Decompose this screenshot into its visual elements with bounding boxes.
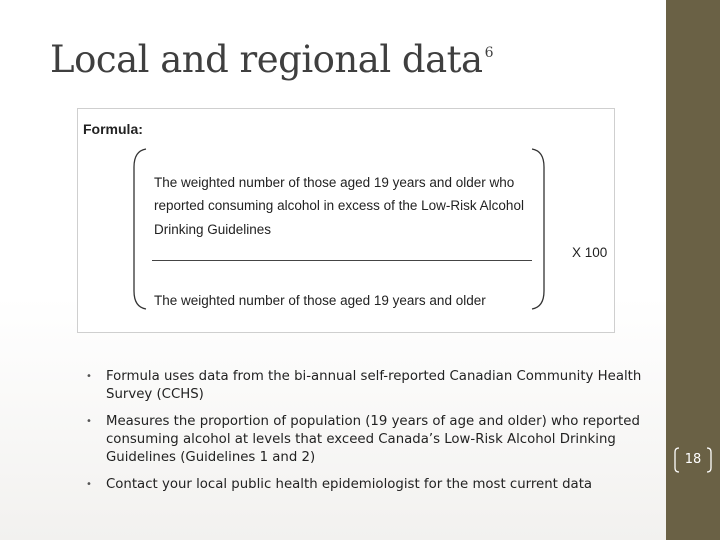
page-number: 18	[684, 452, 702, 467]
bullet-icon: •	[86, 371, 92, 382]
bullet-icon: •	[86, 416, 92, 427]
left-parenthesis-icon	[130, 147, 150, 311]
title-footnote-marker: 6	[484, 44, 494, 61]
list-item	[86, 368, 656, 404]
multiplier: X 100	[572, 245, 608, 260]
bullet-icon: •	[86, 479, 92, 490]
numerator-line-2: reported consuming alcohol in excess of the Low-Risk Alcohol	[154, 198, 524, 213]
formula-label: Formula:	[83, 121, 143, 137]
bullet-text: Contact your local public health epidemiologist for the most current data	[106, 477, 593, 492]
list-item	[86, 476, 656, 494]
slide-title	[50, 38, 493, 81]
bullet-text: Measures the proportion of population (19 years of age and older) who reported consuming alcohol at levels that exceed Canada’s Low-Risk Alcohol Drinking Guidelines (Guidelines 1 and 2)	[106, 414, 640, 465]
slide-title-text: Local and regional data	[50, 38, 483, 81]
numerator-line-3: Drinking Guidelines	[154, 222, 272, 237]
bullet-list	[86, 368, 656, 503]
fraction-line	[152, 260, 532, 261]
right-parenthesis-icon	[528, 147, 548, 311]
formula-image	[77, 108, 615, 333]
denominator: The weighted number of those aged 19 years and older	[154, 293, 486, 308]
bullet-text: Formula uses data from the bi-annual self-reported Canadian Community Health Survey (CCHS)	[106, 369, 642, 402]
list-item	[86, 413, 656, 467]
numerator-line-1: The weighted number of those aged 19 years and older who	[154, 175, 515, 190]
page-number-badge	[673, 446, 713, 474]
